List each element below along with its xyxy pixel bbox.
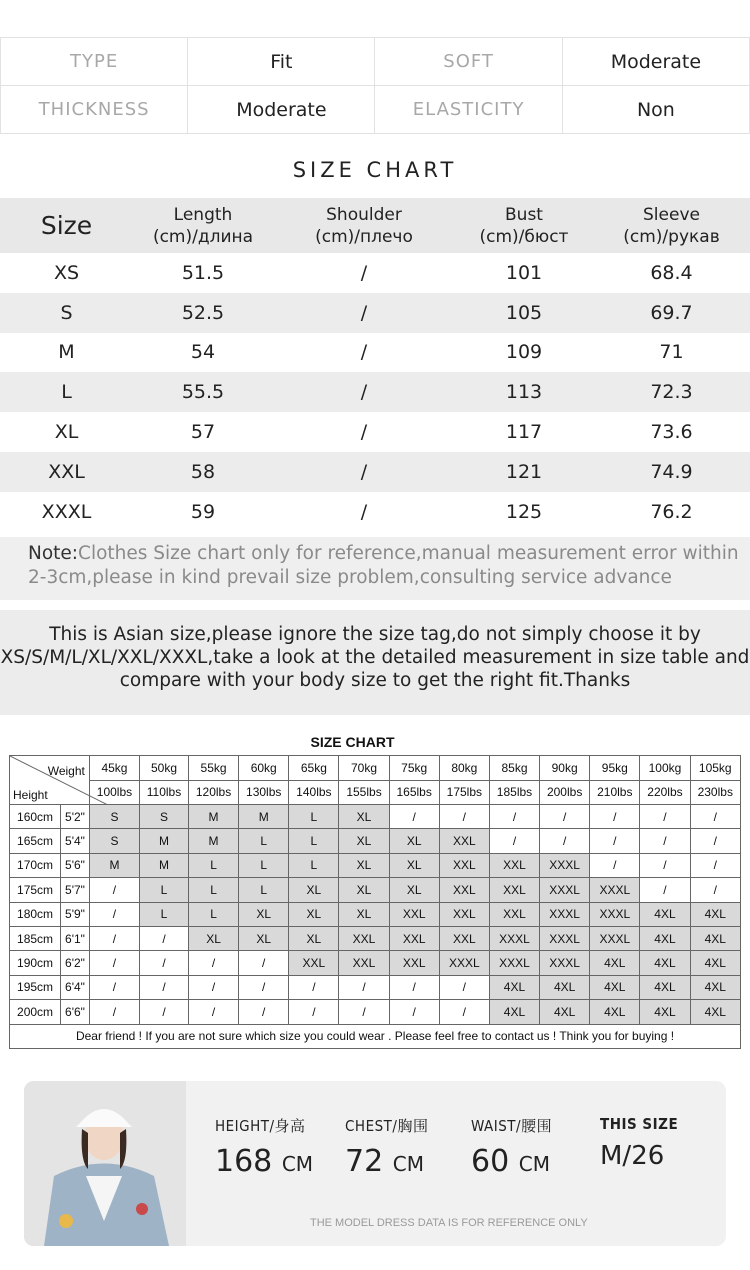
fit-size-cell: XXL xyxy=(439,878,489,902)
weight-lbs: 230lbs xyxy=(690,780,740,805)
fit-size-cell: 4XL xyxy=(590,1000,640,1024)
fit-size-cell: 4XL xyxy=(489,1000,539,1024)
fit-size-cell: / xyxy=(239,951,289,975)
fit-header-lbs xyxy=(10,780,741,805)
cell-size: M xyxy=(58,341,75,364)
fit-size-cell: / xyxy=(339,975,389,999)
cell-bust: 117 xyxy=(505,421,543,444)
fit-size-cell: / xyxy=(188,1000,238,1024)
weight-lbs: 155lbs xyxy=(339,780,389,805)
attr-value: Non xyxy=(562,86,749,134)
fit-size-cell: / xyxy=(389,1000,439,1024)
fit-size-cell: / xyxy=(188,975,238,999)
fit-size-cell: 4XL xyxy=(690,1000,740,1024)
fit-size-cell: XXL xyxy=(389,926,439,950)
fit-size-cell: M xyxy=(239,805,289,829)
fit-size-cell: / xyxy=(389,975,439,999)
fit-size-cell: / xyxy=(489,829,539,853)
fit-row xyxy=(10,951,741,975)
model-chest: CHEST/胸围 72 CM xyxy=(345,1117,429,1179)
fit-size-cell: XL xyxy=(188,926,238,950)
size-row xyxy=(0,333,750,373)
fit-size-cell: XXXL xyxy=(540,878,590,902)
weight-kg: 50kg xyxy=(140,756,189,781)
fit-size-cell: / xyxy=(89,951,139,975)
cell-shoulder: / xyxy=(360,261,368,284)
fit-size-cell: L xyxy=(188,853,238,877)
fit-chart-table xyxy=(9,755,741,1049)
fit-size-cell: XXL xyxy=(339,951,389,975)
fit-size-cell: / xyxy=(289,975,339,999)
fit-size-cell: / xyxy=(439,975,489,999)
attributes-row xyxy=(1,86,750,134)
cell-shoulder: / xyxy=(360,421,368,444)
fit-footer-row xyxy=(10,1024,741,1048)
weight-lbs: 210lbs xyxy=(590,780,640,805)
height-label: Height xyxy=(13,788,48,802)
fit-size-cell: XXXL xyxy=(590,926,640,950)
fit-size-cell: XXL xyxy=(489,878,539,902)
fit-size-cell: / xyxy=(89,926,139,950)
weight-kg: 85kg xyxy=(489,756,539,781)
fit-size-cell: / xyxy=(89,902,139,926)
cell-bust: 113 xyxy=(455,372,593,412)
fit-size-cell: / xyxy=(339,1000,389,1024)
fit-size-cell: XXL xyxy=(389,951,439,975)
weight-kg: 95kg xyxy=(590,756,640,781)
fit-chart-title: SIZE CHART xyxy=(310,734,395,750)
cell-length: 58 xyxy=(133,452,273,492)
fit-row xyxy=(10,829,741,853)
fit-row xyxy=(10,853,741,877)
fit-size-cell: / xyxy=(89,1000,139,1024)
fit-size-cell: XXXL xyxy=(489,951,539,975)
fit-size-cell: S xyxy=(89,829,139,853)
fit-size-cell: 4XL xyxy=(690,951,740,975)
size-chart-title: SIZE CHART xyxy=(292,158,458,182)
cell-length: 57 xyxy=(190,421,216,444)
fit-size-cell: XXXL xyxy=(439,951,489,975)
fit-size-cell: XXL xyxy=(439,853,489,877)
fit-size-cell: S xyxy=(89,805,139,829)
fit-size-cell: / xyxy=(640,805,690,829)
fit-size-cell: XXXL xyxy=(540,853,590,877)
height-cm: 200cm xyxy=(10,1000,61,1024)
cell-size: XL xyxy=(54,421,79,444)
cell-sleeve: 73.6 xyxy=(650,421,693,444)
height-cm: 180cm xyxy=(10,902,61,926)
size-chart-body xyxy=(0,253,750,532)
fit-size-cell: / xyxy=(590,829,640,853)
height-cm: 190cm xyxy=(10,951,61,975)
fit-size-cell: XL xyxy=(339,805,389,829)
fit-size-cell: / xyxy=(590,853,640,877)
height-ft: 5'4" xyxy=(61,829,90,853)
attr-value: Moderate xyxy=(562,38,749,86)
height-cm: 175cm xyxy=(10,878,61,902)
fit-size-cell: / xyxy=(188,951,238,975)
fit-size-cell: XXXL xyxy=(540,902,590,926)
fit-size-cell: 4XL xyxy=(540,1000,590,1024)
fit-size-cell: L xyxy=(239,853,289,877)
fit-size-cell: / xyxy=(439,805,489,829)
header-length: Length (cm)/длина xyxy=(133,198,273,253)
cell-bust: 125 xyxy=(505,500,543,523)
cell-length: 54 xyxy=(190,341,216,364)
fit-size-cell: L xyxy=(188,902,238,926)
fit-size-cell: XL xyxy=(239,926,289,950)
cell-sleeve: 69.7 xyxy=(593,293,750,333)
fit-size-cell: XXL xyxy=(339,926,389,950)
fit-size-cell: / xyxy=(140,975,189,999)
weight-kg: 80kg xyxy=(439,756,489,781)
weight-lbs: 175lbs xyxy=(439,780,489,805)
fit-size-cell: / xyxy=(140,926,189,950)
weight-kg: 65kg xyxy=(289,756,339,781)
fit-size-cell: / xyxy=(89,975,139,999)
fit-size-cell: 4XL xyxy=(640,926,690,950)
fit-size-cell: 4XL xyxy=(640,975,690,999)
height-ft: 6'2" xyxy=(61,951,90,975)
fit-size-cell: / xyxy=(640,853,690,877)
fit-size-cell: / xyxy=(690,829,740,853)
attr-value: Moderate xyxy=(188,86,375,134)
fit-size-cell: 4XL xyxy=(489,975,539,999)
attr-key: SOFT xyxy=(375,38,562,86)
cell-size: XXL xyxy=(0,452,133,492)
fit-header-kg xyxy=(10,756,741,781)
asian-size-notice: This is Asian size,please ignore the size tag,do not simply choose it by XS/S/M/L/XL/XXL/XXXL,take a look at the detailed measurement in size table and compare with your body size to get the right fit.Thanks xyxy=(0,610,750,715)
fit-size-cell: L xyxy=(289,829,339,853)
fit-row xyxy=(10,1000,741,1024)
cell-length: 59 xyxy=(190,500,216,523)
size-row xyxy=(0,253,750,293)
fit-size-cell: 4XL xyxy=(640,902,690,926)
cell-size: XXXL xyxy=(41,500,92,523)
weight-lbs: 110lbs xyxy=(140,780,189,805)
model-waist: WAIST/腰围 60 CM xyxy=(471,1117,553,1179)
cell-sleeve: 76.2 xyxy=(650,500,693,523)
cell-bust: 121 xyxy=(455,452,593,492)
fit-size-cell: S xyxy=(140,805,189,829)
cell-shoulder: / xyxy=(273,452,455,492)
cell-shoulder: / xyxy=(360,341,368,364)
fit-size-cell: XL xyxy=(339,878,389,902)
fit-size-cell: 4XL xyxy=(590,951,640,975)
fit-size-cell: XXL xyxy=(489,853,539,877)
fit-size-cell: / xyxy=(439,1000,489,1024)
fit-size-cell: XXL xyxy=(389,902,439,926)
weight-lbs: 100lbs xyxy=(89,780,139,805)
height-cm: 160cm xyxy=(10,805,61,829)
fit-size-cell: / xyxy=(140,951,189,975)
fit-size-cell: 4XL xyxy=(640,951,690,975)
height-cm: 165cm xyxy=(10,829,61,853)
fit-size-cell: / xyxy=(489,805,539,829)
weight-lbs: 120lbs xyxy=(188,780,238,805)
fit-size-cell: XXXL xyxy=(540,926,590,950)
size-row xyxy=(0,412,750,452)
header-size: Size xyxy=(0,198,133,253)
fit-size-cell: XL xyxy=(289,878,339,902)
fit-size-cell: / xyxy=(289,1000,339,1024)
cell-size: L xyxy=(0,372,133,412)
cell-sleeve: 72.3 xyxy=(593,372,750,412)
cell-bust: 101 xyxy=(505,261,543,284)
fit-size-cell: / xyxy=(690,878,740,902)
fit-size-cell: XL xyxy=(339,853,389,877)
weight-lbs: 165lbs xyxy=(389,780,439,805)
attributes-row xyxy=(1,38,750,86)
fit-size-cell: XL xyxy=(339,902,389,926)
weight-kg: 55kg xyxy=(188,756,238,781)
fit-size-cell: L xyxy=(239,878,289,902)
model-size: THIS SIZE M/26 xyxy=(600,1115,679,1171)
fit-row xyxy=(10,878,741,902)
attributes-table xyxy=(0,37,750,134)
fit-size-cell: / xyxy=(690,853,740,877)
fit-size-cell: XXL xyxy=(439,829,489,853)
fit-row xyxy=(10,902,741,926)
fit-size-cell: M xyxy=(89,853,139,877)
fit-row xyxy=(10,926,741,950)
fit-size-cell: 4XL xyxy=(690,902,740,926)
attr-key: THICKNESS xyxy=(1,86,188,134)
weight-kg: 100kg xyxy=(640,756,690,781)
header-sleeve: Sleeve (cm)/рукав xyxy=(593,198,750,253)
model-disclaimer: THE MODEL DRESS DATA IS FOR REFERENCE ONLY xyxy=(310,1217,588,1229)
weight-kg: 105kg xyxy=(690,756,740,781)
fit-size-cell: XXXL xyxy=(540,951,590,975)
fit-size-cell: L xyxy=(188,878,238,902)
size-row xyxy=(0,293,750,333)
cell-sleeve: 68.4 xyxy=(650,261,693,284)
fit-size-cell: XL xyxy=(289,926,339,950)
cell-bust: 105 xyxy=(455,293,593,333)
measurement-note: Note:Clothes Size chart only for reference,manual measurement error within 2-3cm,please in kind prevail size problem,consulting service advance xyxy=(0,537,750,600)
fit-size-cell: XL xyxy=(239,902,289,926)
height-ft: 5'7" xyxy=(61,878,90,902)
fit-size-cell: L xyxy=(289,853,339,877)
height-ft: 6'6" xyxy=(61,1000,90,1024)
weight-label: Weight xyxy=(47,764,85,778)
fit-size-cell: 4XL xyxy=(540,975,590,999)
size-chart-table xyxy=(0,198,750,532)
fit-size-cell: / xyxy=(239,1000,289,1024)
model-height: HEIGHT/身高 168 CM xyxy=(215,1117,314,1179)
fit-size-cell: XL xyxy=(339,829,389,853)
fit-size-cell: XXL xyxy=(289,951,339,975)
cell-bust: 109 xyxy=(505,341,543,364)
cell-shoulder: / xyxy=(273,293,455,333)
header-bust: Bust (cm)/бюст xyxy=(455,198,593,253)
weight-kg: 45kg xyxy=(89,756,139,781)
height-ft: 5'6" xyxy=(61,853,90,877)
weight-height-corner xyxy=(10,756,90,805)
fit-size-cell: L xyxy=(140,878,189,902)
fit-size-cell: / xyxy=(89,878,139,902)
size-row xyxy=(0,452,750,492)
weight-kg: 90kg xyxy=(540,756,590,781)
fit-size-cell: 4XL xyxy=(690,926,740,950)
weight-lbs: 200lbs xyxy=(540,780,590,805)
cell-sleeve: 74.9 xyxy=(593,452,750,492)
cell-shoulder: / xyxy=(273,372,455,412)
fit-size-cell: XXL xyxy=(439,926,489,950)
cell-length: 52.5 xyxy=(133,293,273,333)
fit-size-cell: XL xyxy=(389,878,439,902)
fit-size-cell: / xyxy=(140,1000,189,1024)
cell-length: 51.5 xyxy=(181,261,225,284)
fit-size-cell: 4XL xyxy=(590,975,640,999)
fit-size-cell: M xyxy=(140,829,189,853)
weight-lbs: 185lbs xyxy=(489,780,539,805)
cell-size: XS xyxy=(53,261,80,284)
fit-size-cell: XXL xyxy=(439,902,489,926)
fit-size-cell: / xyxy=(389,805,439,829)
height-cm: 195cm xyxy=(10,975,61,999)
model-photo xyxy=(24,1081,186,1246)
fit-size-cell: M xyxy=(188,829,238,853)
fit-size-cell: / xyxy=(540,805,590,829)
fit-size-cell: XXXL xyxy=(489,926,539,950)
fit-size-cell: L xyxy=(289,805,339,829)
fit-size-cell: M xyxy=(188,805,238,829)
weight-lbs: 130lbs xyxy=(239,780,289,805)
fit-size-cell: XL xyxy=(389,829,439,853)
fit-size-cell: / xyxy=(690,805,740,829)
fit-size-cell: / xyxy=(640,829,690,853)
fit-size-cell: 4XL xyxy=(640,1000,690,1024)
fit-size-cell: M xyxy=(140,853,189,877)
fit-row xyxy=(10,805,741,829)
fit-footer: Dear friend ! If you are not sure which size you could wear . Please feel free to contact us ! Think you for buying ! xyxy=(10,1024,741,1048)
fit-size-cell: / xyxy=(540,829,590,853)
weight-lbs: 140lbs xyxy=(289,780,339,805)
height-cm: 170cm xyxy=(10,853,61,877)
fit-size-cell: XXXL xyxy=(590,878,640,902)
height-cm: 185cm xyxy=(10,926,61,950)
cell-sleeve: 71 xyxy=(659,341,684,364)
size-row xyxy=(0,492,750,532)
weight-kg: 70kg xyxy=(339,756,389,781)
fit-size-cell: XL xyxy=(289,902,339,926)
size-row xyxy=(0,372,750,412)
attr-key: TYPE xyxy=(1,38,188,86)
fit-size-cell: / xyxy=(590,805,640,829)
cell-shoulder: / xyxy=(360,500,368,523)
fit-size-cell: XXXL xyxy=(590,902,640,926)
fit-size-cell: L xyxy=(239,829,289,853)
fit-size-cell: L xyxy=(140,902,189,926)
weight-kg: 60kg xyxy=(239,756,289,781)
weight-lbs: 220lbs xyxy=(640,780,690,805)
fit-size-cell: / xyxy=(239,975,289,999)
header-shoulder: Shoulder (cm)/плечо xyxy=(273,198,455,253)
fit-size-cell: 4XL xyxy=(690,975,740,999)
height-ft: 5'9" xyxy=(61,902,90,926)
model-info-card xyxy=(24,1081,726,1246)
fit-size-cell: XL xyxy=(389,853,439,877)
fit-row xyxy=(10,975,741,999)
height-ft: 6'4" xyxy=(61,975,90,999)
size-chart-header xyxy=(0,198,750,253)
fit-size-cell: XXL xyxy=(489,902,539,926)
height-ft: 6'1" xyxy=(61,926,90,950)
fit-size-cell: / xyxy=(640,878,690,902)
cell-size: S xyxy=(0,293,133,333)
height-ft: 5'2" xyxy=(61,805,90,829)
weight-kg: 75kg xyxy=(389,756,439,781)
cell-length: 55.5 xyxy=(133,372,273,412)
attr-value: Fit xyxy=(188,38,375,86)
attr-key: ELASTICITY xyxy=(375,86,562,134)
